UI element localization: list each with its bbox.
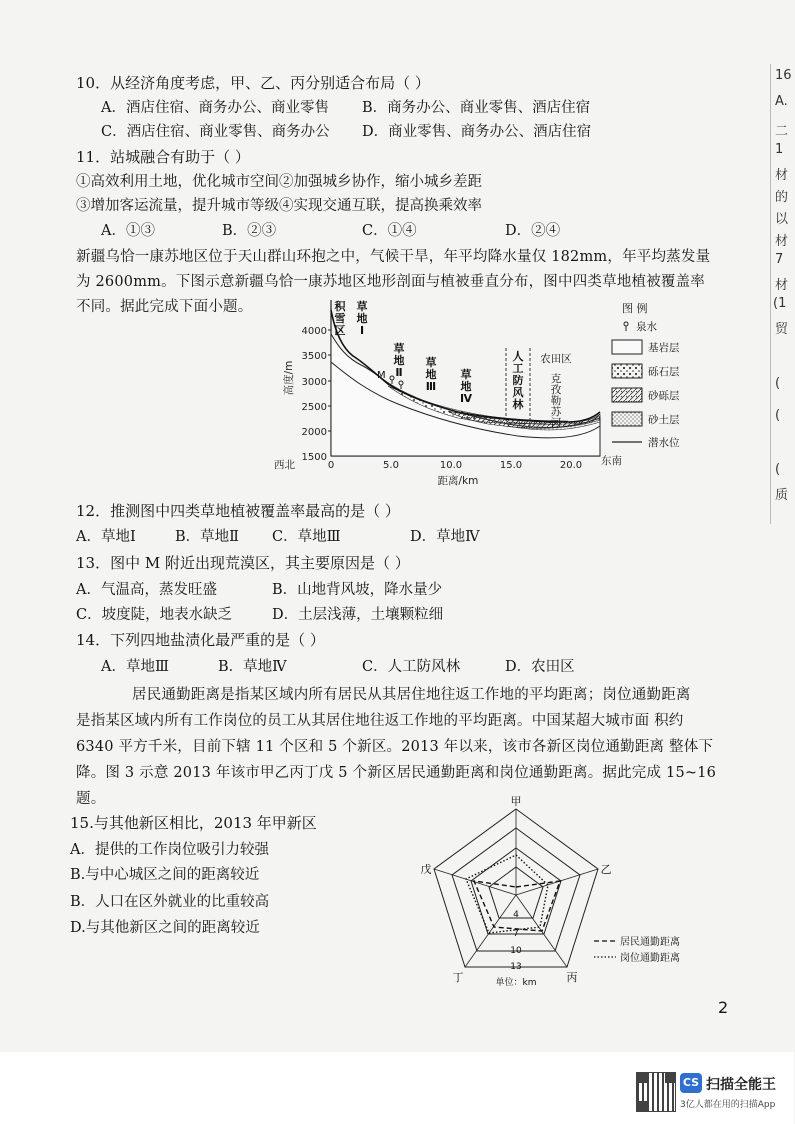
q12-option-d: D．草地Ⅳ bbox=[410, 529, 480, 545]
q15-option-a: A．提供的工作岗位吸引力较强 bbox=[70, 842, 269, 858]
river-label-1: 克 bbox=[550, 373, 562, 385]
zone-forest-1: 人 bbox=[512, 350, 524, 363]
edge-glyph-0: 16 bbox=[775, 68, 792, 83]
edge-glyph-15: 质 bbox=[775, 488, 789, 503]
legend-water-table-label: 潜水位 bbox=[648, 437, 680, 449]
zone-grass4-1: 草 bbox=[460, 368, 472, 381]
scanner-app-name: 扫描全能王 bbox=[706, 1077, 776, 1093]
x-tick-20: 20.0 bbox=[559, 460, 583, 471]
q10-option-d: D．商业零售、商务办公、酒店住宿 bbox=[362, 124, 592, 140]
q12-option-b: B．草地Ⅱ bbox=[175, 529, 240, 545]
edge-glyph-12: ( bbox=[775, 376, 781, 391]
vertex-bing: 丙 bbox=[566, 971, 578, 984]
radar-legend-job-label: 岗位通勤距离 bbox=[620, 953, 680, 964]
scanner-logo-text: CS bbox=[682, 1076, 700, 1089]
edge-glyph-8: 7 bbox=[775, 252, 784, 267]
zone-forest-4: 风 bbox=[512, 386, 524, 399]
vertex-ding: 丁 bbox=[452, 971, 464, 984]
intro2-line5: 题。 bbox=[76, 791, 106, 807]
y-tick-2000: 2000 bbox=[301, 427, 327, 438]
edge-glyph-9: 材 bbox=[775, 278, 789, 293]
legend-bedrock-label: 基岩层 bbox=[648, 342, 680, 354]
radar-legend-residence-label: 居民通勤距离 bbox=[620, 937, 680, 948]
y-tick-2500: 2500 bbox=[301, 402, 327, 413]
ring-label-13: 13 bbox=[510, 962, 522, 972]
q14-option-b: B．草地Ⅳ bbox=[218, 659, 287, 675]
q11-statement-1: ①高效利用土地，优化城市空间②加强城乡协作，缩小城乡差距 bbox=[76, 174, 482, 190]
q11-option-d: D．②④ bbox=[505, 223, 561, 239]
river-label-4: 苏 bbox=[550, 406, 562, 418]
y-tick-3500: 3500 bbox=[301, 351, 327, 362]
river-label-3: 勒 bbox=[550, 395, 562, 407]
zone-snow-2: 雪 bbox=[334, 312, 346, 325]
vertex-wu: 戊 bbox=[420, 863, 432, 876]
zone-forest-2: 工 bbox=[512, 362, 524, 375]
x-tick-0: 0 bbox=[327, 460, 335, 471]
intro2-line1: 居民通勤距离是指某区域内所有居民从其居住地往返工作地的平均距离；岗位通勤距离 bbox=[132, 687, 691, 703]
legend-bedrock bbox=[612, 340, 680, 354]
q12-stem: 12．推测图中四类草地植被覆盖率最高的是（ ） bbox=[76, 502, 400, 520]
zone-forest-3: 防 bbox=[512, 374, 524, 387]
y-ticks bbox=[302, 326, 331, 463]
page-number: 2 bbox=[718, 998, 729, 1017]
y-tick-4000: 4000 bbox=[301, 326, 327, 337]
job-commute-polygon bbox=[466, 855, 548, 933]
q14-option-c: C．人工防风林 bbox=[362, 659, 461, 675]
river-label-2: 孜 bbox=[550, 384, 562, 396]
edge-glyph-14: ( bbox=[775, 462, 781, 477]
q13-option-a: A．气温高，蒸发旺盛 bbox=[76, 582, 217, 598]
q15-option-b2: B．人口在区外就业的比重较高 bbox=[70, 894, 270, 910]
radar-unit: 单位：km bbox=[495, 978, 537, 988]
legend-title: 图 例 bbox=[622, 302, 648, 315]
zone-grass3-1: 草 bbox=[425, 356, 437, 369]
zone-grass3-3: Ⅲ bbox=[425, 380, 437, 393]
legend-sandy-soil bbox=[612, 412, 680, 426]
edge-glyph-10: (1 bbox=[773, 296, 787, 311]
spring-icon-1 bbox=[399, 381, 403, 389]
q12-option-a: A．草地Ⅰ bbox=[76, 529, 136, 545]
legend-sandy-soil-label: 砂土层 bbox=[648, 414, 680, 426]
q10-option-c: C．酒店住宿、商业零售、商务办公 bbox=[101, 124, 330, 140]
q11-statement-2: ③增加客运流量，提升城市等级④实现交通互联，提高换乘效率 bbox=[76, 198, 482, 214]
q11-option-c: C．①④ bbox=[362, 223, 417, 239]
q11-option-a: A．①③ bbox=[101, 223, 155, 239]
zone-grass4-3: Ⅳ bbox=[459, 392, 473, 405]
zone-grass1-2: 地 bbox=[356, 312, 368, 325]
legend-spring bbox=[624, 320, 657, 333]
x-axis-label: 距离/km bbox=[437, 475, 479, 487]
ring-label-4: 4 bbox=[513, 910, 519, 920]
q13-option-d: D．土层浅薄，土壤颗粒细 bbox=[272, 607, 444, 623]
intro1-line2: 为 2600mm。下图示意新疆乌恰一康苏地区地形剖面与植被垂直分布，图中四类草地植被覆盖率 bbox=[76, 274, 706, 290]
legend-gravel bbox=[612, 364, 680, 378]
q11-stem: 11．站城融合有助于（ ） bbox=[76, 148, 250, 166]
intro2-line4: 降。图 3 示意 2013 年该市甲乙丙丁戊 5 个新区居民通勤距离和岗位通勤距离。据此完成 15~16 bbox=[76, 765, 717, 781]
zone-grass3-2: 地 bbox=[425, 368, 437, 381]
scanner-tagline: 3亿人都在用的扫描App bbox=[680, 1100, 776, 1110]
q14-option-d: D．农田区 bbox=[505, 659, 575, 675]
q15-option-d: D.与其他新区之间的距离较近 bbox=[70, 920, 260, 936]
vertex-jia: 甲 bbox=[510, 795, 522, 808]
intro2-line3: 6340 平方千米，目前下辖 11 个区和 5 个新区。2013 年以来，该市各新区岗位通勤距离 整体下 bbox=[76, 739, 714, 755]
q11-option-b: B．②③ bbox=[222, 223, 277, 239]
legend-sand-gravel bbox=[612, 388, 680, 402]
edge-glyph-2: 二 bbox=[775, 124, 789, 139]
zone-snow-1: 积 bbox=[334, 300, 346, 313]
edge-glyph-3: 1 bbox=[775, 142, 784, 157]
q10-option-a: A．酒店住宿、商务办公、商业零售 bbox=[101, 100, 329, 116]
q13-option-c: C．坡度陡，地表水缺乏 bbox=[76, 607, 233, 623]
zone-grass2-1: 草 bbox=[393, 342, 405, 355]
ring-label-7: 7 bbox=[513, 929, 519, 939]
direction-northwest: 西北 bbox=[274, 459, 295, 471]
scanner-logo-icon bbox=[680, 1073, 702, 1093]
point-m-label: M bbox=[377, 370, 386, 381]
x-tick-5: 5.0 bbox=[383, 460, 399, 471]
q14-option-a: A．草地Ⅲ bbox=[101, 659, 169, 675]
edge-glyph-4: 材 bbox=[775, 168, 789, 183]
direction-southeast: 东南 bbox=[601, 455, 622, 467]
legend-gravel-label: 砾石层 bbox=[648, 366, 680, 378]
x-tick-15: 15.0 bbox=[499, 460, 523, 471]
intro1-line1: 新疆乌恰一康苏地区位于天山群山环抱之中，气候干旱，年平均降水量仅 182mm，年平均蒸发量 bbox=[76, 249, 711, 265]
zone-grass2-2: 地 bbox=[393, 354, 405, 367]
edge-glyph-11: 贸 bbox=[775, 322, 789, 337]
y-axis-label: 高度/m bbox=[283, 360, 295, 396]
legend-water-table bbox=[612, 436, 680, 449]
q15-stem: 15.与其他新区相比，2013 年甲新区 bbox=[70, 814, 317, 832]
edge-glyph-13: ( bbox=[775, 408, 781, 423]
legend-spring-label: 泉水 bbox=[636, 321, 657, 333]
q10-stem: 10．从经济角度考虑，甲、乙、丙分别适合布局（ ） bbox=[76, 74, 430, 92]
edge-glyph-1: A. bbox=[775, 94, 788, 109]
right-edge-margin bbox=[770, 64, 795, 524]
profile-legend bbox=[610, 300, 710, 460]
vertex-yi: 乙 bbox=[600, 863, 612, 876]
zone-snow-3: 区 bbox=[334, 324, 346, 337]
zone-grass4-2: 地 bbox=[460, 380, 472, 393]
zone-farmland: 农田区 bbox=[540, 353, 572, 365]
q12-option-c: C．草地Ⅲ bbox=[272, 529, 341, 545]
intro2-line2: 是指某区域内所有工作岗位的员工从其居住地往返工作地的平均距离。中国某超大城市面 积约 bbox=[76, 713, 684, 729]
commute-radar-chart bbox=[418, 795, 708, 995]
q10-option-b: B．商务办公、商业零售、酒店住宿 bbox=[362, 100, 591, 116]
q15-option-b: B.与中心城区之间的距离较近 bbox=[70, 867, 260, 883]
zone-forest-5: 林 bbox=[512, 398, 524, 411]
legend-sand-gravel-label: 砂砾层 bbox=[648, 390, 680, 402]
q13-stem: 13．图中 M 附近出现荒漠区，其主要原因是（ ） bbox=[76, 554, 410, 572]
x-tick-10: 10.0 bbox=[439, 460, 463, 471]
river-label-5: 河 bbox=[550, 417, 562, 429]
zone-grass1-3: Ⅰ bbox=[359, 324, 365, 337]
edge-glyph-7: 材 bbox=[775, 234, 789, 249]
q14-stem: 14．下列四地盐渍化最严重的是（ ） bbox=[76, 631, 325, 649]
terrain-profile-figure bbox=[268, 296, 622, 488]
zone-grass2-3: Ⅱ bbox=[395, 366, 403, 379]
q13-option-b: B．山地背风坡，降水量少 bbox=[272, 582, 443, 598]
edge-glyph-5: 的 bbox=[775, 190, 789, 205]
radar-legend-job bbox=[594, 951, 680, 964]
y-tick-1500: 1500 bbox=[301, 452, 327, 463]
edge-glyph-6: 以 bbox=[775, 212, 789, 227]
spring-icon-2 bbox=[390, 376, 394, 384]
intro1-line3: 不同。据此完成下面小题。 bbox=[76, 299, 253, 315]
radar-legend-residence bbox=[594, 935, 680, 948]
y-tick-3000: 3000 bbox=[301, 377, 327, 388]
zone-grass1-1: 草 bbox=[356, 300, 368, 313]
ring-label-10: 10 bbox=[510, 946, 522, 956]
qr-code-icon bbox=[636, 1072, 676, 1112]
